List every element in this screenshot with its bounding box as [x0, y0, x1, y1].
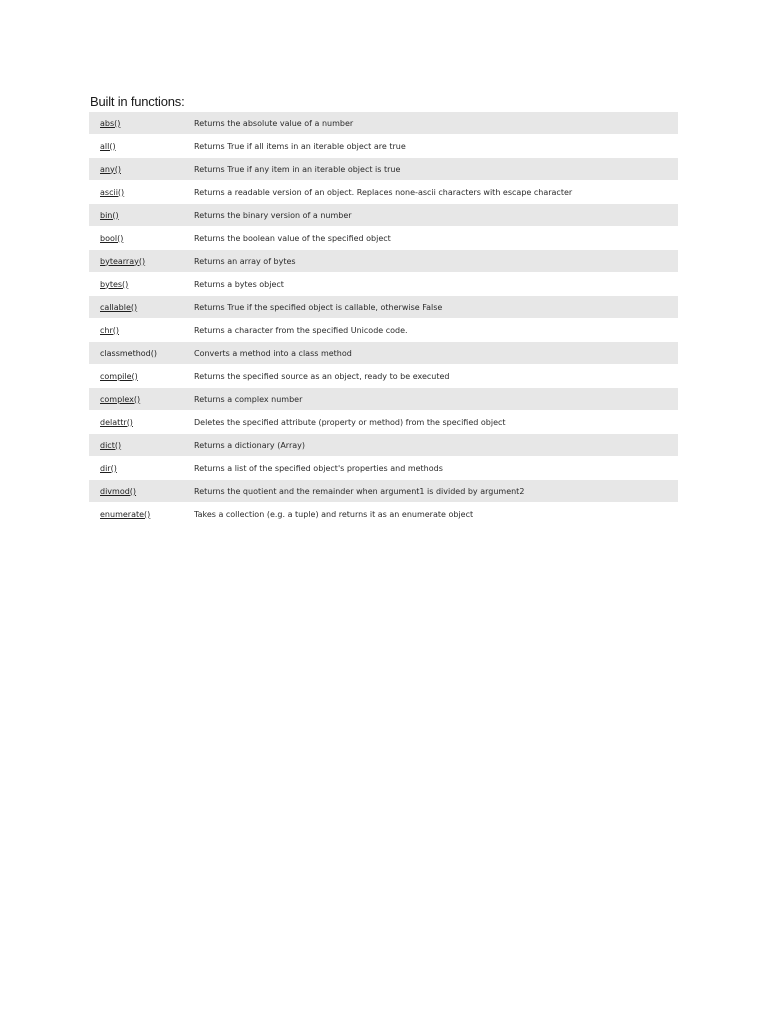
function-description: Returns a dictionary (Array) [194, 440, 305, 450]
table-row [89, 204, 678, 227]
function-name-link[interactable]: all() [100, 141, 116, 151]
function-name-link[interactable]: ascii() [100, 187, 125, 197]
function-description: Returns True if all items in an iterable object are true [194, 141, 406, 151]
function-name-link[interactable]: abs() [100, 118, 121, 128]
function-description: Returns True if any item in an iterable object is true [194, 164, 401, 174]
function-description: Returns a complex number [194, 394, 303, 404]
function-description: Returns a bytes object [194, 279, 284, 289]
function-name-link[interactable]: callable() [100, 302, 138, 312]
table-row [89, 457, 678, 480]
table-row [89, 273, 678, 296]
function-description: Returns the binary version of a number [194, 210, 352, 220]
function-name-link[interactable]: divmod() [100, 486, 137, 496]
table-row [89, 135, 678, 158]
function-name: classmethod() [100, 348, 157, 358]
function-name-link[interactable]: enumerate() [100, 509, 151, 519]
table-row [89, 181, 678, 204]
table-row [89, 227, 678, 250]
function-name-link[interactable]: bin() [100, 210, 119, 220]
function-description: Returns an array of bytes [194, 256, 296, 266]
function-description: Returns the quotient and the remainder when argument1 is divided by argument2 [194, 486, 525, 496]
function-name-link[interactable]: dict() [100, 440, 122, 450]
table-row [89, 342, 678, 365]
table-row [89, 250, 678, 273]
function-name-link[interactable]: any() [100, 164, 121, 174]
function-description: Returns the boolean value of the specified object [194, 233, 391, 243]
table-row [89, 158, 678, 181]
functions-table [89, 112, 678, 526]
table-row [89, 411, 678, 434]
function-description: Returns a character from the specified Unicode code. [194, 325, 408, 335]
table-row [89, 480, 678, 503]
function-name-link[interactable]: compile() [100, 371, 138, 381]
table-row [89, 319, 678, 342]
function-name-link[interactable]: bytes() [100, 279, 129, 289]
function-description: Returns True if the specified object is callable, otherwise False [194, 302, 443, 312]
table-row [89, 112, 678, 135]
table-row [89, 296, 678, 319]
table-row [89, 365, 678, 388]
function-name-link[interactable]: chr() [100, 325, 119, 335]
section-heading: Built in functions: [90, 94, 185, 109]
function-description: Takes a collection (e.g. a tuple) and returns it as an enumerate object [194, 509, 474, 519]
function-description: Returns the specified source as an object, ready to be executed [194, 371, 450, 381]
function-name-link[interactable]: bytearray() [100, 256, 146, 266]
function-description: Returns a list of the specified object's properties and methods [194, 463, 443, 473]
function-name-link[interactable]: dir() [100, 463, 117, 473]
function-name-link[interactable]: complex() [100, 394, 141, 404]
function-description: Converts a method into a class method [194, 348, 352, 358]
function-description: Deletes the specified attribute (property or method) from the specified object [194, 417, 506, 427]
table-row [89, 503, 678, 526]
table-row [89, 434, 678, 457]
function-description: Returns a readable version of an object. Replaces none-ascii characters with escape character [194, 187, 573, 197]
function-name-link[interactable]: bool() [100, 233, 124, 243]
table-row [89, 388, 678, 411]
function-name-link[interactable]: delattr() [100, 417, 133, 427]
function-description: Returns the absolute value of a number [194, 118, 354, 128]
